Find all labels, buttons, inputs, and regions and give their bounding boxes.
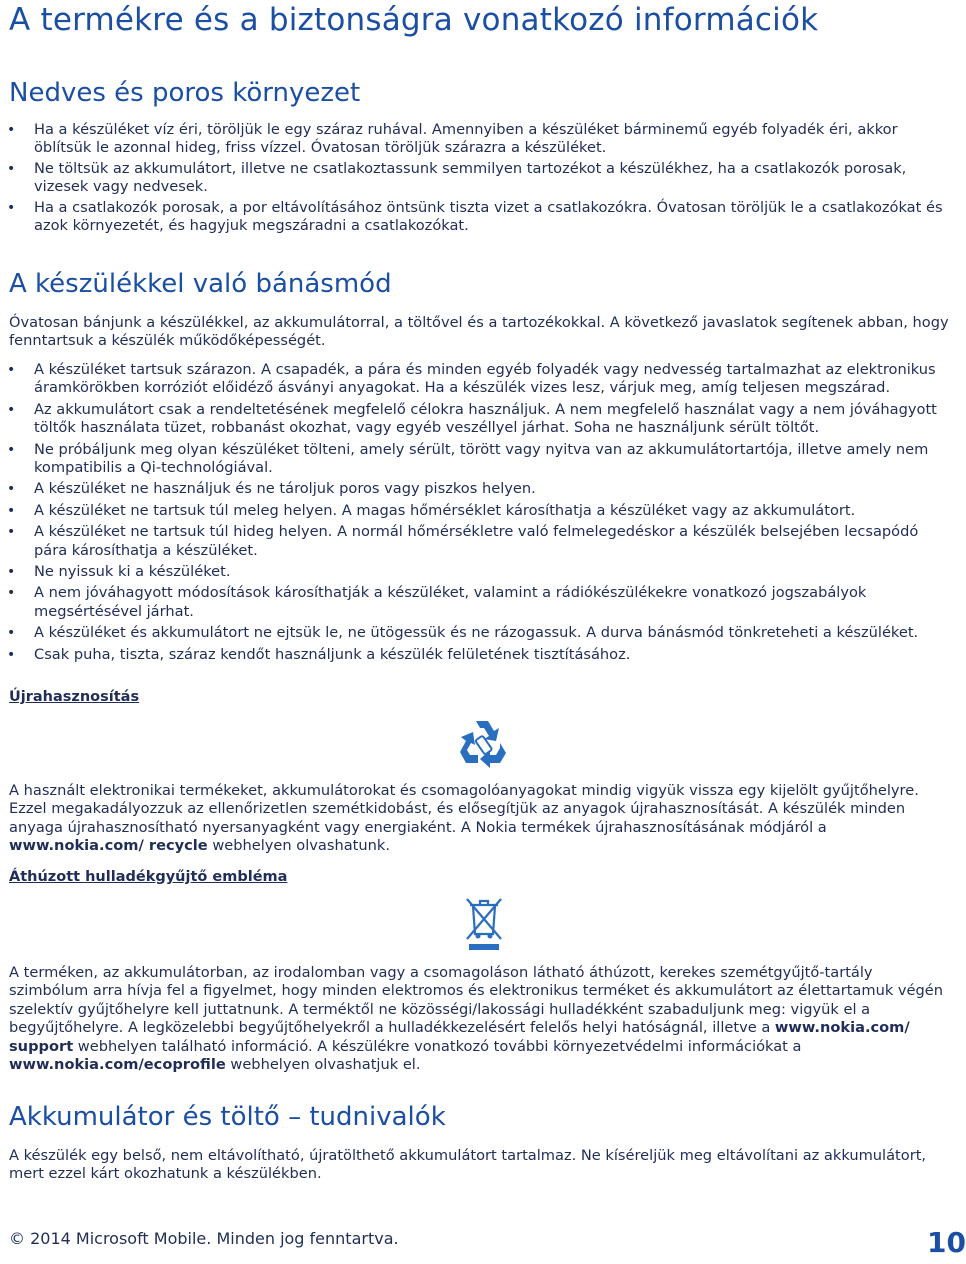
section-heading-battery: Akkumulátor és töltő – tudnivalók	[9, 1102, 446, 1132]
section-heading-wet: Nedves és poros környezet	[9, 78, 361, 108]
list-item: • Ne nyissuk ki a készüléket.	[7, 563, 231, 581]
bullet-icon: •	[7, 160, 16, 177]
bullet-icon: •	[7, 441, 16, 458]
bullet-icon: •	[7, 585, 16, 602]
recycle-link[interactable]: www.nokia.com/ recycle	[9, 837, 208, 855]
page-title: A termékre és a biztonságra vonatkozó információk	[9, 2, 819, 38]
list-item: • A készüléket és akkumulátort ne ejtsük le, ne ütögessük és ne rázogassuk. A durva bánásmód tönkreteheti a készüléket.	[7, 624, 919, 642]
list-item: • A készüléket ne tartsuk túl hideg helyen. A normál hőmérsékletre való felmelegedéskor a készülék belsejében lecsapódó pára károsíthatja a készüléket.	[7, 523, 919, 559]
recycling-text: A használt elektronikai termékeket, akkumulátorokat és csomagolóanyagokat mindig vigyük vissza egy kijelölt gyűjtőhelyre. Ezzel megakadályozzuk az ellenőrizetlen szemétkidobást, és elősegítjük az anyagok újrahasznosítását. A készülék minden anyaga újrahasznosítható nyersanyagként vagy energiaként. A Nokia termékek újrahasznosításának módjáról a www.nokia.com/ recycle webhelyen olvashatunk.	[9, 782, 919, 855]
section-heading-recycling: Újrahasznosítás	[9, 689, 140, 705]
list-item: • Ha a készüléket víz éri, töröljük le egy száraz ruhával. Amennyiben a készüléket bárminemű egyéb folyadék éri, akkor öblítsük le azonnal hideg, friss vízzel. Óvatosan töröljük szárazra a készüléket.	[7, 121, 898, 157]
bullet-icon: •	[7, 122, 16, 138]
section-heading-crossed-bin: Áthúzott hulladékgyűjtő embléma	[9, 869, 288, 885]
recycle-icon	[456, 715, 512, 771]
bullet-icon: •	[7, 524, 16, 541]
care-list	[0, 361, 950, 664]
list-item: • Ne töltsük az akkumulátort, illetve ne csatlakoztassunk semmilyen tartozékot a készülékhez, ha a csatlakozók porosak, vizesek vagy nedvesek.	[7, 159, 907, 196]
crossed-bin-text: A terméken, az akkumulátorban, az irodalomban vagy a csomagoláson látható áthúzott, kerekes szemétgyűjtő-tartály szimbólum arra hívja fel a figyelmet, hogy minden elektromos és elektronikus terméket és akkumulátort az élettartamuk végén szelektív gyűjtőhelyre kell juttatnunk. A terméktől ne közösségi/lakossági hulladékként szabaduljunk meg: vigyük el a begyűjtőhelyre. A legközelebbi begyűjtőhelyekről a hulladékkezelésért felelős helyi hatóságnál, illetve a www.nokia.com/ support webhelyen található információ. A készülékre vonatkozó további környezetvédelmi információkat a www.nokia.com/ecoprofile webhelyen olvashatjuk el.	[9, 964, 944, 1074]
page-number: 10	[927, 1226, 966, 1259]
list-item: • Ne próbáljunk meg olyan készüléket tölteni, amely sérült, törött vagy nyitva van az akkumulátortartója, illetve amely nem kompatibilis a Qi-technológiával.	[7, 440, 929, 477]
list-item: • A készüléket tartsuk szárazon. A csapadék, a pára és minden egyéb folyadék vagy nedvesség tartalmazhat az elektronikus áramkörökben korróziót előidéző ásványi anyagokat. Ha a készülék vizes lesz, várjuk meg, amíg teljesen megszárad.	[7, 361, 936, 397]
list-item: • A nem jóváhagyott módosítások károsíthatják a készüléket, valamint a rádiókészülékekre vonatkozó jogszabályok megsértésével járhat.	[7, 584, 867, 620]
bullet-icon: •	[7, 362, 16, 378]
list-item: • Az akkumulátort csak a rendeltetésének megfelelő célokra használjuk. A nem megfelelő használat vagy a nem jóváhagyott töltők használata tüzet, robbanást okozhat, vagy egyéb veszéllyel járhat. Soha ne használjunk sérült töltőt.	[7, 400, 937, 437]
bullet-icon: •	[7, 564, 16, 581]
footer-copyright: © 2014 Microsoft Mobile. Minden jog fenntartva.	[9, 1229, 399, 1248]
bullet-icon: •	[7, 401, 16, 418]
crossed-bin-icon	[464, 896, 504, 952]
bullet-icon: •	[7, 625, 16, 642]
bullet-icon: •	[7, 502, 16, 519]
list-item: • Csak puha, tiszta, száraz kendőt használjunk a készülék felületének tisztításához.	[7, 645, 631, 663]
bullet-icon: •	[7, 199, 16, 216]
section-heading-care: A készülékkel való bánásmód	[9, 269, 392, 299]
list-item: • A készüléket ne tartsuk túl meleg helyen. A magas hőmérséklet károsíthatja a készüléket vagy az akkumulátort.	[7, 501, 856, 519]
wet-list	[0, 121, 950, 235]
ecoprofile-link[interactable]: www.nokia.com/ecoprofile	[9, 1056, 226, 1074]
support-link[interactable]: www.nokia.com/ support	[9, 1019, 910, 1055]
bullet-icon: •	[7, 481, 16, 498]
list-item: • Ha a csatlakozók porosak, a por eltávolításához öntsünk tiszta vizet a csatlakozókra. Óvatosan töröljük le a csatlakozókat és azok környezetét, és hagyjuk megszáradni a csatlakozókat.	[7, 198, 943, 235]
care-intro: Óvatosan bánjunk a készülékkel, az akkumulátorral, a töltővel és a tartozékokkal. A következő javaslatok segítenek abban, hogy fenntartsuk a készülék működőképességét.	[9, 314, 949, 350]
bullet-icon: •	[7, 646, 16, 663]
battery-text: A készülék egy belső, nem eltávolítható, újratölthető akkumulátort tartalmaz. Ne kíséreljük meg eltávolítani az akkumulátort, mert ezzel kárt okozhatunk a készülékben.	[9, 1147, 927, 1183]
list-item: • A készüléket ne használjuk és ne tároljuk poros vagy piszkos helyen.	[7, 480, 536, 498]
